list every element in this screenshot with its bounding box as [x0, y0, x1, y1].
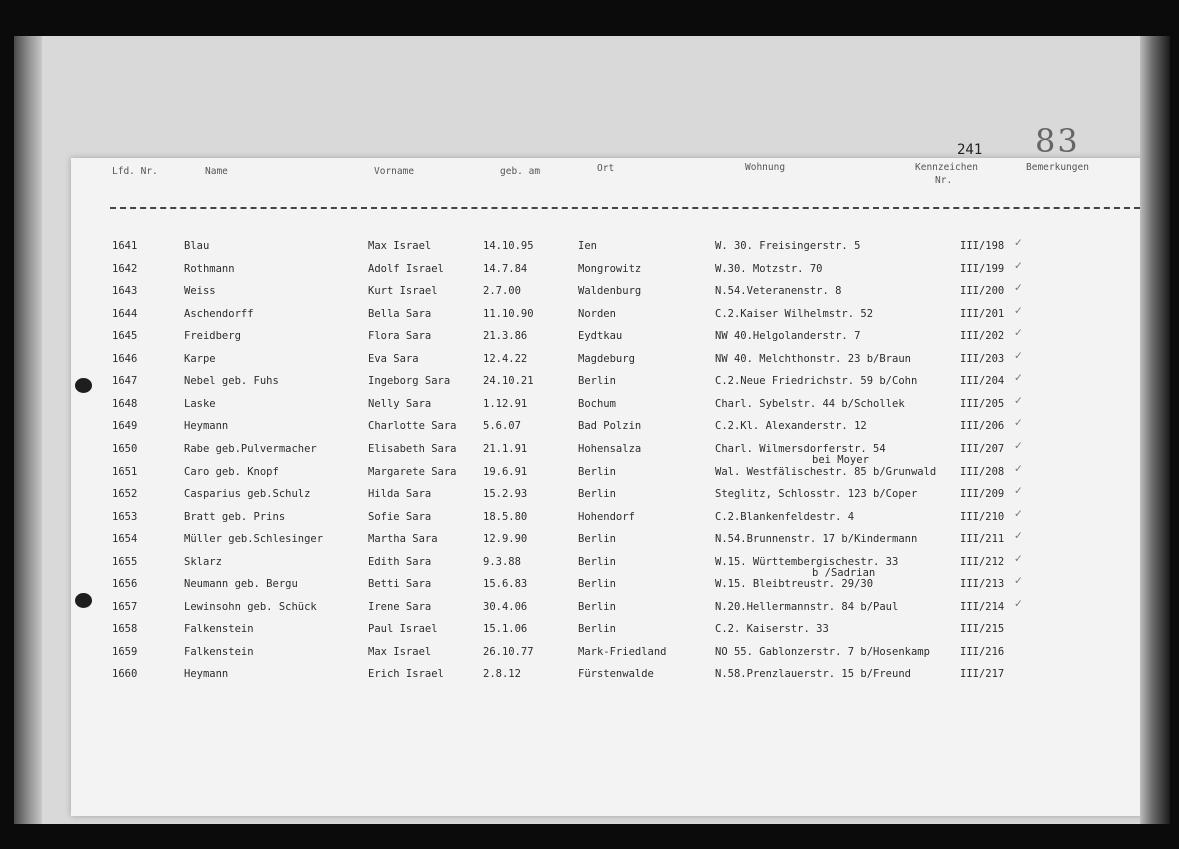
- row-kennzeichen: III/206: [960, 420, 1005, 433]
- punch-hole: [75, 593, 92, 608]
- row-name: Bratt geb. Prins: [184, 510, 286, 523]
- row-geb-am: 18.5.80: [483, 510, 528, 523]
- row-vorname: Max Israel: [368, 645, 432, 658]
- row-geb-am: 1.12.91: [483, 397, 528, 410]
- header-bemerkungen: Bemerkungen: [1026, 162, 1089, 173]
- row-number: 1645: [112, 330, 138, 343]
- row-wohnung: NW 40. Melchthonstr. 23 b/Braun: [715, 352, 911, 365]
- row-ort: Magdeburg: [578, 352, 635, 365]
- row-wohnung-continuation: b /Sadrian: [812, 566, 876, 579]
- header-name: Name: [205, 166, 228, 177]
- row-name: Rabe geb.Pulvermacher: [184, 442, 317, 455]
- row-ort: Eydtkau: [578, 330, 623, 343]
- row-wohnung: N.54.Veteranenstr. 8: [715, 285, 842, 298]
- row-wohnung: Steglitz, Schlosstr. 123 b/Coper: [715, 488, 918, 501]
- row-number: 1644: [112, 307, 138, 320]
- row-ort: Berlin: [578, 488, 616, 501]
- row-check-mark: ✓: [1014, 394, 1023, 407]
- row-ort: Ien: [578, 240, 597, 252]
- header-kennzeichen-nr: Nr.: [935, 175, 953, 186]
- header-kennzeichen: Kennzeichen: [915, 162, 978, 173]
- row-geb-am: 5.6.07: [483, 420, 521, 433]
- row-ort: Bochum: [578, 397, 616, 410]
- row-ort: Mark-Friedland: [578, 645, 667, 658]
- row-ort: Norden: [578, 307, 616, 320]
- row-name: Müller geb.Schlesinger: [184, 533, 324, 546]
- punch-hole: [75, 378, 92, 393]
- row-name: Lewinsohn geb. Schück: [184, 600, 317, 613]
- row-ort: Berlin: [578, 600, 616, 613]
- row-vorname: Ingeborg Sara: [368, 375, 451, 388]
- row-kennzeichen: III/214: [960, 600, 1005, 613]
- row-wohnung: C.2.Blankenfeldestr. 4: [715, 510, 855, 523]
- row-wohnung: N.54.Brunnenstr. 17 b/Kindermann: [715, 533, 918, 546]
- row-vorname: Margarete Sara: [368, 465, 457, 478]
- row-kennzeichen: III/211: [960, 533, 1005, 546]
- row-number: 1641: [112, 240, 138, 252]
- row-vorname: Edith Sara: [368, 555, 432, 568]
- row-number: 1642: [112, 262, 138, 275]
- row-number: 1653: [112, 510, 138, 523]
- row-name: Sklarz: [184, 555, 222, 568]
- row-number: 1651: [112, 465, 138, 478]
- row-kennzeichen: III/216: [960, 645, 1005, 658]
- row-vorname: Paul Israel: [368, 623, 438, 636]
- row-wohnung: W.15. Württembergischestr. 33: [715, 555, 899, 568]
- row-ort: Berlin: [578, 533, 616, 546]
- row-check-mark: ✓: [1014, 552, 1023, 565]
- row-ort: Waldenburg: [578, 285, 642, 298]
- row-check-mark: ✓: [1014, 417, 1023, 430]
- row-wohnung: Charl. Wilmersdorferstr. 54: [715, 442, 886, 455]
- row-check-mark: ✓: [1014, 349, 1023, 362]
- header-vorname: Vorname: [374, 166, 415, 177]
- row-vorname: Adolf Israel: [368, 262, 444, 275]
- row-kennzeichen: III/202: [960, 330, 1005, 343]
- row-name: Rothmann: [184, 262, 235, 275]
- row-kennzeichen: III/201: [960, 307, 1005, 320]
- row-vorname: Max Israel: [368, 240, 432, 252]
- row-vorname: Flora Sara: [368, 330, 432, 343]
- header-divider: [110, 207, 1140, 209]
- row-wohnung: Charl. Sybelstr. 44 b/Schollek: [715, 397, 905, 410]
- row-number: 1646: [112, 352, 138, 365]
- row-name: Blau: [184, 240, 210, 252]
- header-lfd-nr: Lfd. Nr.: [112, 166, 158, 177]
- header-geb-am: geb. am: [500, 166, 541, 177]
- row-ort: Berlin: [578, 375, 616, 388]
- row-wohnung: W. 30. Freisingerstr. 5: [715, 240, 861, 252]
- row-name: Neumann geb. Bergu: [184, 578, 298, 591]
- row-number: 1658: [112, 623, 138, 636]
- row-check-mark: ✓: [1014, 485, 1023, 498]
- row-vorname: Kurt Israel: [368, 285, 438, 298]
- row-kennzeichen: III/209: [960, 488, 1005, 501]
- row-name: Karpe: [184, 352, 216, 365]
- row-vorname: Erich Israel: [368, 668, 444, 681]
- row-check-mark: ✓: [1014, 462, 1023, 475]
- row-number: 1657: [112, 600, 138, 613]
- row-name: Nebel geb. Fuhs: [184, 375, 279, 388]
- row-wohnung: C.2.Kl. Alexanderstr. 12: [715, 420, 867, 433]
- row-check-mark: ✓: [1014, 597, 1023, 610]
- row-ort: Mongrowitz: [578, 262, 642, 275]
- row-ort: Berlin: [578, 465, 616, 478]
- row-check-mark: ✓: [1014, 259, 1023, 272]
- page-number: 241: [957, 142, 983, 158]
- row-check-mark: ✓: [1014, 237, 1023, 249]
- row-ort: Berlin: [578, 623, 616, 636]
- row-vorname: Hilda Sara: [368, 488, 432, 501]
- row-wohnung: NW 40.Helgolanderstr. 7: [715, 330, 861, 343]
- row-ort: Fürstenwalde: [578, 668, 654, 681]
- row-name: Heymann: [184, 420, 229, 433]
- archive-mark: 83: [1035, 122, 1080, 160]
- row-geb-am: 26.10.77: [483, 645, 534, 658]
- row-name: Falkenstein: [184, 645, 254, 658]
- row-kennzeichen: III/205: [960, 397, 1005, 410]
- row-vorname: Charlotte Sara: [368, 420, 457, 433]
- row-geb-am: 21.3.86: [483, 330, 528, 343]
- row-ort: Berlin: [578, 578, 616, 591]
- row-wohnung: W.30. Motzstr. 70: [715, 262, 823, 275]
- row-wohnung: N.58.Prenzlauerstr. 15 b/Freund: [715, 668, 911, 681]
- row-vorname: Elisabeth Sara: [368, 442, 457, 455]
- row-kennzeichen: III/199: [960, 262, 1005, 275]
- row-name: Caro geb. Knopf: [184, 465, 279, 478]
- row-geb-am: 15.1.06: [483, 623, 528, 636]
- row-wohnung: N.20.Hellermannstr. 84 b/Paul: [715, 600, 899, 613]
- row-kennzeichen: III/215: [960, 623, 1005, 636]
- header-ort: Ort: [597, 163, 615, 174]
- row-wohnung: NO 55. Gablonzerstr. 7 b/Hosenkamp: [715, 645, 930, 658]
- row-vorname: Irene Sara: [368, 600, 432, 613]
- row-ort: Berlin: [578, 555, 616, 568]
- row-vorname: Bella Sara: [368, 307, 432, 320]
- row-number: 1655: [112, 555, 138, 568]
- row-check-mark: ✓: [1014, 575, 1023, 588]
- row-wohnung: C.2.Kaiser Wilhelmstr. 52: [715, 307, 874, 320]
- row-name: Falkenstein: [184, 623, 254, 636]
- row-ort: Hohendorf: [578, 510, 635, 523]
- row-number: 1660: [112, 668, 138, 681]
- row-geb-am: 9.3.88: [483, 555, 521, 568]
- row-wohnung: W.15. Bleibtreustr. 29/30: [715, 578, 874, 591]
- row-geb-am: 30.4.06: [483, 600, 528, 613]
- row-wohnung: C.2.Neue Friedrichstr. 59 b/Cohn: [715, 375, 918, 388]
- row-geb-am: 12.9.90: [483, 533, 528, 546]
- row-vorname: Betti Sara: [368, 578, 432, 591]
- row-name: Laske: [184, 397, 216, 410]
- row-number: 1649: [112, 420, 138, 433]
- row-kennzeichen: III/203: [960, 352, 1005, 365]
- row-kennzeichen: III/204: [960, 375, 1005, 388]
- row-geb-am: 2.7.00: [483, 285, 521, 298]
- row-geb-am: 21.1.91: [483, 442, 528, 455]
- row-name: Weiss: [184, 285, 216, 298]
- row-kennzeichen: III/217: [960, 668, 1005, 681]
- row-wohnung: C.2. Kaiserstr. 33: [715, 623, 829, 636]
- row-number: 1654: [112, 533, 138, 546]
- row-ort: Bad Polzin: [578, 420, 642, 433]
- row-vorname: Sofie Sara: [368, 510, 432, 523]
- row-check-mark: ✓: [1014, 530, 1023, 543]
- row-check-mark: ✓: [1014, 507, 1023, 520]
- row-kennzeichen: III/198: [960, 240, 1005, 252]
- row-number: 1652: [112, 488, 138, 501]
- row-ort: Hohensalza: [578, 442, 642, 455]
- row-geb-am: 14.7.84: [483, 262, 528, 275]
- row-number: 1647: [112, 375, 138, 388]
- row-kennzeichen: III/212: [960, 555, 1005, 568]
- row-kennzeichen: III/210: [960, 510, 1005, 523]
- row-check-mark: ✓: [1014, 439, 1023, 452]
- row-name: Casparius geb.Schulz: [184, 488, 311, 501]
- row-check-mark: ✓: [1014, 327, 1023, 340]
- row-number: 1643: [112, 285, 138, 298]
- row-vorname: Martha Sara: [368, 533, 438, 546]
- row-kennzeichen: III/207: [960, 442, 1005, 455]
- row-number: 1656: [112, 578, 138, 591]
- index-card: [71, 158, 1157, 816]
- row-wohnung-continuation: bei Moyer: [812, 453, 869, 466]
- row-geb-am: 15.2.93: [483, 488, 528, 501]
- row-geb-am: 15.6.83: [483, 578, 528, 591]
- row-check-mark: ✓: [1014, 304, 1023, 317]
- header-wohnung: Wohnung: [745, 162, 786, 173]
- row-check-mark: ✓: [1014, 282, 1023, 295]
- row-vorname: Eva Sara: [368, 352, 419, 365]
- row-name: Heymann: [184, 668, 229, 681]
- row-kennzeichen: III/200: [960, 285, 1005, 298]
- row-geb-am: 14.10.95: [483, 240, 534, 252]
- row-number: 1648: [112, 397, 138, 410]
- row-name: Freidberg: [184, 330, 241, 343]
- row-geb-am: 24.10.21: [483, 375, 534, 388]
- row-kennzeichen: III/213: [960, 578, 1005, 591]
- row-number: 1659: [112, 645, 138, 658]
- row-check-mark: ✓: [1014, 372, 1023, 385]
- row-geb-am: 11.10.90: [483, 307, 534, 320]
- row-geb-am: 12.4.22: [483, 352, 528, 365]
- row-geb-am: 2.8.12: [483, 668, 521, 681]
- row-number: 1650: [112, 442, 138, 455]
- row-geb-am: 19.6.91: [483, 465, 528, 478]
- row-kennzeichen: III/208: [960, 465, 1005, 478]
- row-vorname: Nelly Sara: [368, 397, 432, 410]
- row-wohnung: Wal. Westfälischestr. 85 b/Grunwald: [715, 465, 937, 478]
- row-name: Aschendorff: [184, 307, 254, 320]
